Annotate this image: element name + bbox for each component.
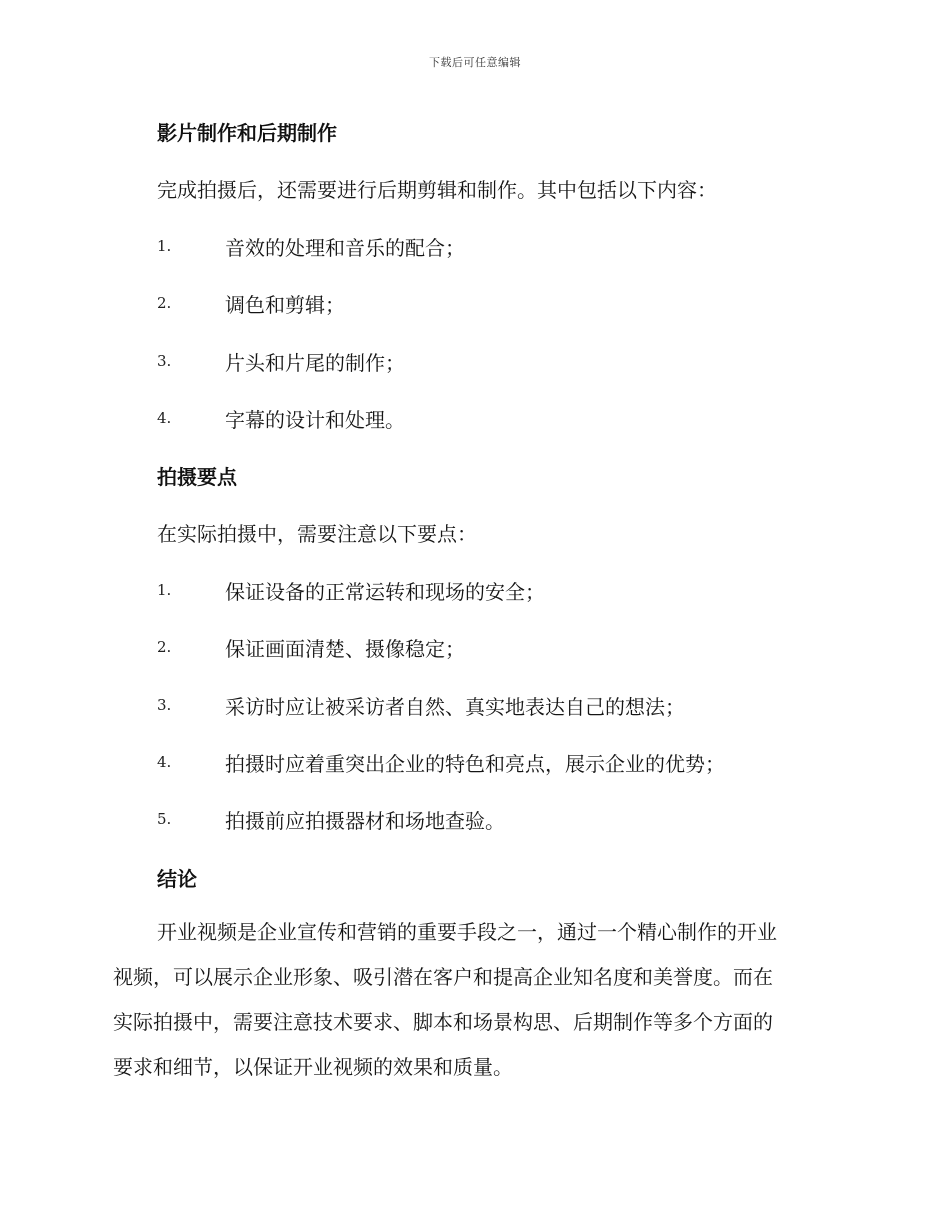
paragraph-line: 实际拍摄中，需要注意技术要求、脚本和场景构思、后期制作等多个方面的 [113, 1010, 773, 1034]
section-heading-conclusion: 结论 [157, 867, 197, 891]
list-text: 音效的处理和音乐的配合； [225, 236, 465, 260]
list-text: 采访时应让被采访者自然、真实地表达自己的想法； [225, 695, 685, 719]
list-text: 片头和片尾的制作； [225, 351, 405, 375]
list-text: 调色和剪辑； [225, 293, 345, 317]
list-number: 5. [157, 810, 172, 828]
list-text: 保证设备的正常运转和现场的安全； [225, 580, 545, 604]
paragraph-line: 要求和细节，以保证开业视频的效果和质量。 [113, 1055, 513, 1079]
list-number: 1. [157, 581, 172, 599]
list-number: 3. [157, 352, 172, 370]
conclusion-paragraph [113, 910, 833, 1090]
list-text: 拍摄前应拍摄器材和场地查验。 [225, 809, 505, 833]
list-text: 字幕的设计和处理。 [225, 408, 405, 432]
section-heading-shooting-points: 拍摄要点 [157, 465, 237, 489]
list-text: 保证画面清楚、摄像稳定； [225, 637, 465, 661]
section-intro-shooting-points: 在实际拍摄中，需要注意以下要点： [157, 522, 477, 546]
section-heading-post-production: 影片制作和后期制作 [157, 121, 337, 145]
paragraph-line: 视频，可以展示企业形象、吸引潜在客户和提高企业知名度和美誉度。而在 [113, 965, 773, 989]
list-number: 2. [157, 638, 172, 656]
paragraph-line: 开业视频是企业宣传和营销的重要手段之一，通过一个精心制作的开业 [157, 920, 777, 944]
list-number: 1. [157, 237, 172, 255]
list-number: 3. [157, 696, 172, 714]
list-number: 4. [157, 753, 172, 771]
list-text: 拍摄时应着重突出企业的特色和亮点，展示企业的优势； [225, 752, 725, 776]
section-intro-post-production: 完成拍摄后，还需要进行后期剪辑和制作。其中包括以下内容： [157, 178, 717, 202]
list-number: 2. [157, 294, 172, 312]
page-header: 下载后可任意编辑 [429, 56, 521, 69]
list-number: 4. [157, 409, 172, 427]
